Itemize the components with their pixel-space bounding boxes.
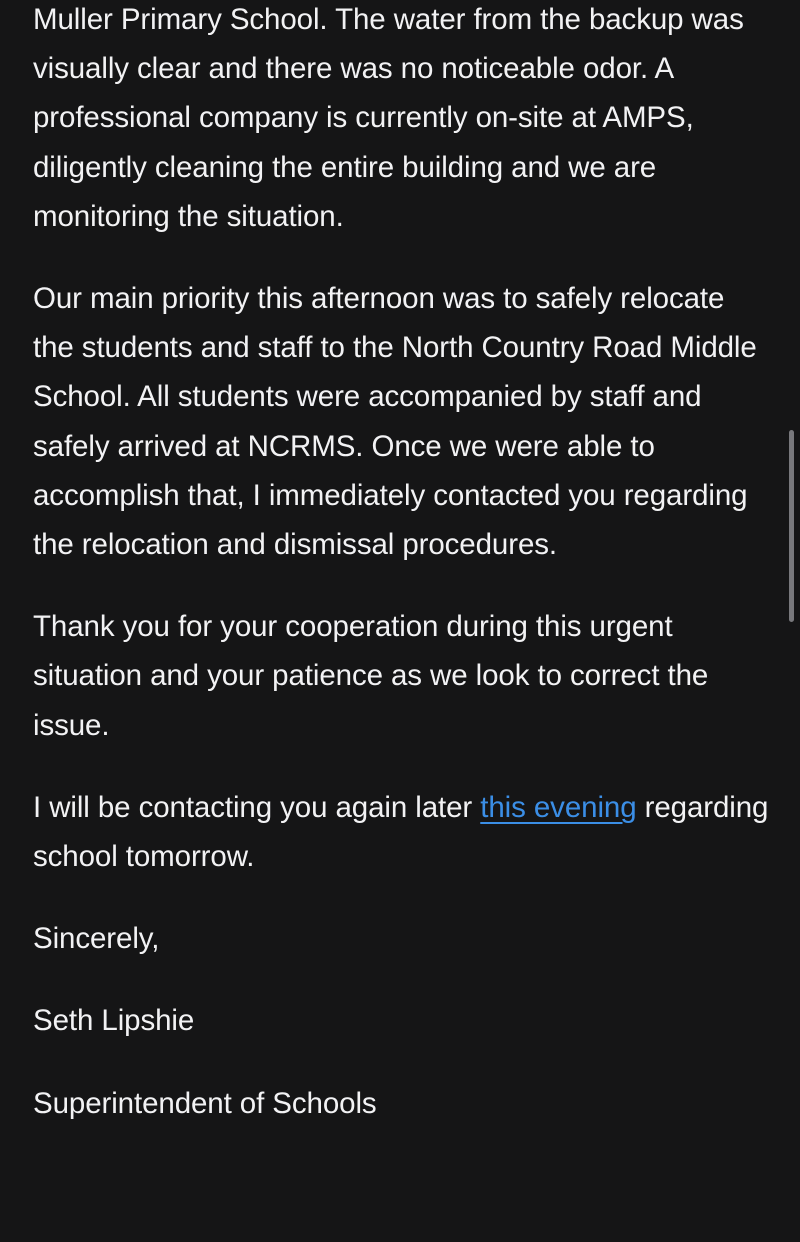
- follow-up-text-start: I will be contacting you again later: [33, 790, 481, 824]
- this-evening-link[interactable]: this evening: [480, 790, 637, 824]
- email-body: [33, 0, 773, 1161]
- closing-text: Sincerely,: [33, 922, 160, 956]
- vertical-scrollbar[interactable]: [789, 430, 794, 622]
- paragraph-relocation: Our main priority this afternoon was to safely relocate the students and staff to the North Country Road Middle School. All students were accompanied by staff and safely arrived at NCRMS. Once we were able to accomplish that, I immediately contacted you regarding the relocation and dismissal procedures.: [33, 282, 757, 562]
- paragraph-follow-up: [33, 783, 773, 881]
- paragraph-water-backup: Muller Primary School. The water from the backup was visually clear and there was no noticeable odor. A professional company is currently on-site at AMPS, diligently cleaning the entire building and we are monitoring the situation.: [33, 3, 744, 233]
- paragraph-thanks: Thank you for your cooperation during this urgent situation and your patience as we look to correct the issue.: [33, 610, 709, 742]
- follow-up-text-end: regarding school tomorrow.: [33, 790, 769, 874]
- signer-name: Seth Lipshie: [33, 1004, 195, 1038]
- signer-title: Superintendent of Schools: [33, 1086, 377, 1120]
